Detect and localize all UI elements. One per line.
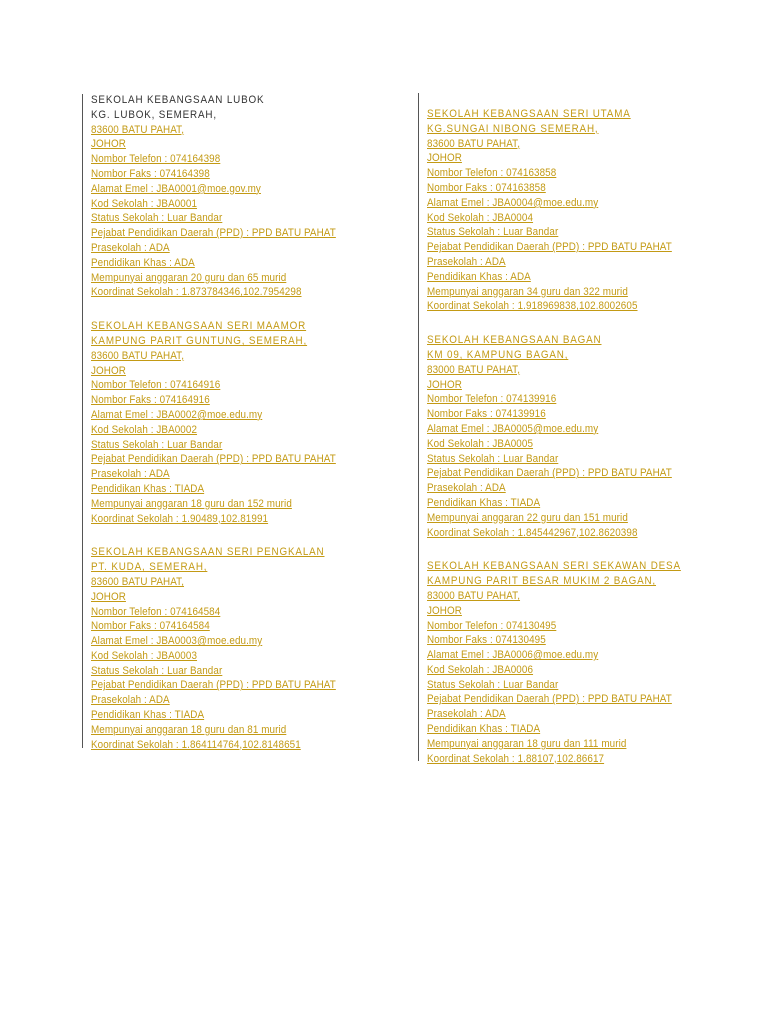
school-address-line2[interactable]: 83600 BATU PAHAT,	[91, 123, 185, 136]
school-state[interactable]: JOHOR	[91, 138, 126, 151]
school-code[interactable]: Kod Sekolah : JBA0004	[427, 211, 534, 224]
school-name[interactable]: SEKOLAH KEBANGSAAN SERI UTAMA	[427, 108, 631, 120]
school-status[interactable]: Status Sekolah : Luar Bandar	[427, 678, 559, 691]
school-address-line1[interactable]: KM 09, KAMPUNG BAGAN,	[427, 348, 569, 361]
school-code[interactable]: Kod Sekolah : JBA0006	[427, 663, 534, 676]
school-code[interactable]: Kod Sekolah : JBA0003	[91, 649, 198, 662]
school-preschool[interactable]: Prasekolah : ADA	[427, 708, 506, 721]
school-email[interactable]: Alamat Emel : JBA0005@moe.edu.my	[427, 422, 599, 435]
school-name[interactable]: SEKOLAH KEBANGSAAN SERI SEKAWAN DESA	[427, 560, 681, 573]
school-coordinates[interactable]: Koordinat Sekolah : 1.90489,102.81991	[91, 512, 269, 525]
school-address-line2[interactable]: 83000 BATU PAHAT,	[427, 589, 521, 602]
school-email[interactable]: Alamat Emel : JBA0003@moe.edu.my	[91, 635, 263, 648]
right-column	[427, 107, 727, 785]
school-coordinates[interactable]: Koordinat Sekolah : 1.918969838,102.8002605	[427, 300, 638, 313]
school-name[interactable]: SEKOLAH KEBANGSAAN SERI MAAMOR	[91, 320, 307, 333]
school-special-education[interactable]: Pendidikan Khas : TIADA	[427, 723, 541, 736]
school-address-line1[interactable]: KAMPUNG PARIT GUNTUNG, SEMERAH,	[91, 334, 308, 347]
left-column-divider	[82, 94, 83, 748]
school-entry	[427, 559, 727, 766]
school-special-education[interactable]: Pendidikan Khas : TIADA	[91, 482, 205, 495]
school-coordinates[interactable]: Koordinat Sekolah : 1.845442967,102.8620398	[427, 526, 638, 539]
school-name[interactable]: SEKOLAH KEBANGSAAN SERI PENGKALAN	[91, 546, 325, 559]
school-ppd[interactable]: Pejabat Pendidikan Daerah (PPD) : PPD BATU PAHAT	[427, 467, 672, 480]
school-preschool[interactable]: Prasekolah : ADA	[427, 482, 506, 495]
school-special-education[interactable]: Pendidikan Khas : ADA	[91, 256, 195, 269]
school-special-education[interactable]: Pendidikan Khas : TIADA	[427, 496, 541, 509]
school-ppd[interactable]: Pejabat Pendidikan Daerah (PPD) : PPD BATU PAHAT	[427, 693, 672, 706]
school-fax[interactable]: Nombor Faks : 074164584	[91, 620, 210, 633]
school-status[interactable]: Status Sekolah : Luar Bandar	[427, 452, 559, 465]
school-address-line2[interactable]: 83600 BATU PAHAT,	[427, 137, 521, 150]
school-address-line1: KG. LUBOK, SEMERAH,	[91, 108, 217, 121]
school-address-line1[interactable]: KAMPUNG PARIT BESAR MUKIM 2 BAGAN,	[427, 575, 657, 588]
school-preschool[interactable]: Prasekolah : ADA	[427, 255, 506, 268]
school-name[interactable]: SEKOLAH KEBANGSAAN BAGAN	[427, 334, 602, 347]
school-phone[interactable]: Nombor Telefon : 074164398	[91, 153, 221, 166]
school-status[interactable]: Status Sekolah : Luar Bandar	[91, 438, 223, 451]
school-ppd[interactable]: Pejabat Pendidikan Daerah (PPD) : PPD BATU PAHAT	[91, 453, 336, 466]
school-estimate[interactable]: Mempunyai anggaran 34 guru dan 322 murid	[427, 285, 628, 298]
school-special-education[interactable]: Pendidikan Khas : TIADA	[91, 709, 205, 722]
school-coordinates[interactable]: Koordinat Sekolah : 1.864114764,102.8148651	[91, 738, 301, 751]
school-phone[interactable]: Nombor Telefon : 074163858	[427, 167, 557, 180]
school-address-line2[interactable]: 83600 BATU PAHAT,	[91, 575, 185, 588]
school-coordinates[interactable]: Koordinat Sekolah : 1.88107,102.86617	[427, 752, 605, 765]
school-estimate[interactable]: Mempunyai anggaran 18 guru dan 111 murid	[427, 737, 627, 750]
school-ppd[interactable]: Pejabat Pendidikan Daerah (PPD) : PPD BATU PAHAT	[91, 227, 336, 240]
school-email[interactable]: Alamat Emel : JBA0001@moe.gov.my	[91, 182, 261, 195]
school-email[interactable]: Alamat Emel : JBA0006@moe.edu.my	[427, 649, 599, 662]
school-phone[interactable]: Nombor Telefon : 074164584	[91, 605, 221, 618]
school-code[interactable]: Kod Sekolah : JBA0002	[91, 423, 198, 436]
school-preschool[interactable]: Prasekolah : ADA	[91, 694, 170, 707]
school-address-line2[interactable]: 83600 BATU PAHAT,	[91, 349, 185, 362]
school-state[interactable]: JOHOR	[427, 378, 462, 391]
school-status[interactable]: Status Sekolah : Luar Bandar	[91, 664, 223, 677]
school-fax[interactable]: Nombor Faks : 074164398	[91, 167, 210, 180]
school-estimate[interactable]: Mempunyai anggaran 22 guru dan 151 murid	[427, 511, 628, 524]
school-status[interactable]: Status Sekolah : Luar Bandar	[427, 226, 559, 239]
school-state[interactable]: JOHOR	[427, 152, 462, 165]
school-special-education[interactable]: Pendidikan Khas : ADA	[427, 270, 531, 283]
left-column	[91, 93, 391, 771]
school-phone[interactable]: Nombor Telefon : 074139916	[427, 393, 557, 406]
school-fax[interactable]: Nombor Faks : 074163858	[427, 181, 546, 194]
school-state[interactable]: JOHOR	[427, 604, 462, 617]
school-ppd[interactable]: Pejabat Pendidikan Daerah (PPD) : PPD BATU PAHAT	[427, 241, 672, 254]
school-address-line2[interactable]: 83000 BATU PAHAT,	[427, 363, 521, 376]
school-entry	[91, 545, 391, 752]
school-entry	[91, 93, 391, 300]
school-code[interactable]: Kod Sekolah : JBA0001	[91, 197, 198, 210]
school-estimate[interactable]: Mempunyai anggaran 18 guru dan 152 murid	[91, 497, 292, 510]
school-coordinates[interactable]: Koordinat Sekolah : 1.873784346,102.7954298	[91, 286, 302, 299]
school-state[interactable]: JOHOR	[91, 364, 126, 377]
school-address-line1[interactable]: KG.SUNGAI NIBONG SEMERAH,	[427, 122, 599, 135]
right-column-divider	[418, 93, 419, 761]
school-estimate[interactable]: Mempunyai anggaran 18 guru dan 81 murid	[91, 723, 287, 736]
school-fax[interactable]: Nombor Faks : 074130495	[427, 634, 546, 647]
school-phone[interactable]: Nombor Telefon : 074164916	[91, 379, 221, 392]
school-fax[interactable]: Nombor Faks : 074164916	[91, 394, 210, 407]
school-entry	[91, 319, 391, 526]
school-entry	[427, 333, 727, 540]
school-preschool[interactable]: Prasekolah : ADA	[91, 241, 170, 254]
school-preschool[interactable]: Prasekolah : ADA	[91, 468, 170, 481]
school-email[interactable]: Alamat Emel : JBA0004@moe.edu.my	[427, 196, 599, 209]
school-fax[interactable]: Nombor Faks : 074139916	[427, 408, 546, 421]
school-estimate[interactable]: Mempunyai anggaran 20 guru dan 65 murid	[91, 271, 287, 284]
school-phone[interactable]: Nombor Telefon : 074130495	[427, 619, 557, 632]
school-address-line1[interactable]: PT. KUDA, SEMERAH,	[91, 561, 208, 574]
school-code[interactable]: Kod Sekolah : JBA0005	[427, 437, 534, 450]
school-state[interactable]: JOHOR	[91, 590, 126, 603]
school-entry	[427, 107, 727, 314]
school-ppd[interactable]: Pejabat Pendidikan Daerah (PPD) : PPD BATU PAHAT	[91, 679, 336, 692]
school-status[interactable]: Status Sekolah : Luar Bandar	[91, 212, 223, 225]
school-name: SEKOLAH KEBANGSAAN LUBOK	[91, 94, 265, 106]
school-email[interactable]: Alamat Emel : JBA0002@moe.edu.my	[91, 408, 263, 421]
